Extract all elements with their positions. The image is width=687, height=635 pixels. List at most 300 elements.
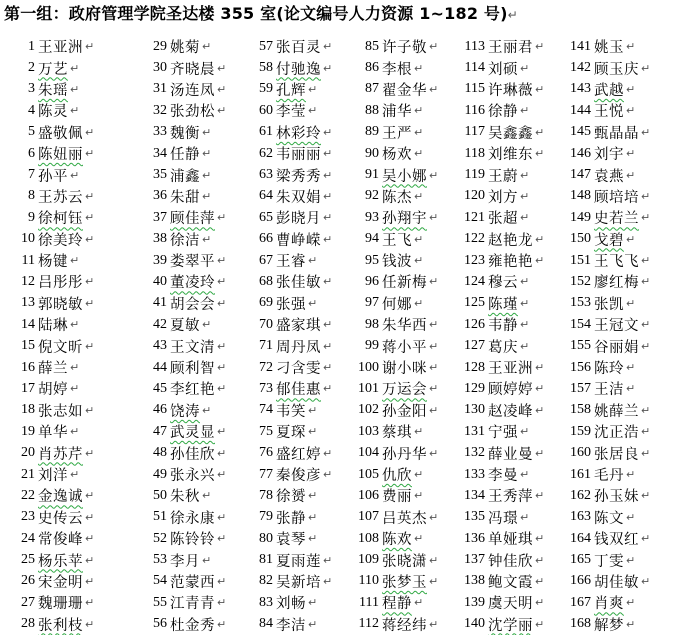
list-item — [0, 122, 126, 143]
list-item — [550, 592, 656, 613]
paragraph-mark-icon: ↵ — [217, 510, 227, 524]
paragraph-mark-icon: ↵ — [85, 617, 95, 631]
paragraph-mark-icon: ↵ — [217, 82, 227, 96]
entry-name: 刁含雯 — [276, 361, 321, 378]
list-item — [0, 507, 126, 528]
list-item — [444, 442, 550, 463]
entry-name: 李红艳 — [170, 382, 215, 399]
entry-name: 张利枝 — [38, 617, 83, 634]
entry-number: 74 — [259, 402, 273, 418]
list-item — [444, 79, 550, 100]
list-item — [338, 229, 444, 250]
paragraph-mark-icon: ↵ — [85, 147, 95, 161]
entry-number: 7 — [28, 167, 35, 183]
paragraph-mark-icon: ↵ — [520, 318, 530, 332]
entry-name: 任静 — [170, 147, 200, 164]
list-item — [338, 378, 444, 399]
entry-name: 单华 — [38, 425, 68, 442]
paragraph-mark-icon: ↵ — [626, 296, 636, 310]
list-item — [126, 442, 232, 463]
entry-name: 甄晶晶 — [594, 125, 639, 142]
paragraph-mark-icon: ↵ — [202, 489, 212, 503]
entry-number: 111 — [359, 594, 379, 610]
paragraph-mark-icon: ↵ — [85, 232, 95, 246]
entry-number: 108 — [358, 530, 379, 546]
paragraph-mark-icon: ↵ — [429, 318, 439, 332]
entry-number: 83 — [259, 594, 273, 610]
page-title — [4, 2, 518, 27]
entry-number: 164 — [570, 530, 591, 546]
paragraph-mark-icon: ↵ — [641, 61, 651, 75]
entry-name: 江青青 — [170, 596, 215, 613]
entry-number: 123 — [464, 252, 485, 268]
entry-number: 126 — [464, 316, 485, 332]
entry-number: 121 — [464, 209, 485, 225]
entry-number: 28 — [21, 616, 35, 632]
entry-name: 王严 — [382, 125, 412, 142]
paragraph-mark-icon: ↵ — [535, 382, 545, 396]
list-item — [232, 186, 338, 207]
entry-number: 84 — [259, 616, 273, 632]
paragraph-mark-icon: ↵ — [202, 168, 212, 182]
list-item — [126, 614, 232, 635]
entry-name: 林彩玲 — [276, 125, 321, 142]
entry-number: 165 — [570, 552, 591, 568]
entry-number: 158 — [570, 402, 591, 418]
entry-number: 81 — [259, 552, 273, 568]
entry-number: 104 — [358, 445, 379, 461]
list-item — [126, 122, 232, 143]
entry-name: 费丽 — [382, 489, 412, 506]
entry-name: 王丽君 — [488, 40, 533, 57]
list-item — [444, 421, 550, 442]
entry-number: 134 — [464, 487, 485, 503]
title-text: 第一组：政府管理学院圣达楼 355 室(论文编号人力资源 1~182 号) — [4, 4, 508, 23]
entry-name: 朱秋 — [170, 489, 200, 506]
entry-number: 57 — [259, 38, 273, 54]
paragraph-mark-icon: ↵ — [626, 468, 636, 481]
entry-name: 朱甜 — [170, 189, 200, 206]
list-item — [550, 421, 656, 442]
paragraph-mark-icon: ↵ — [429, 446, 439, 460]
entry-number: 151 — [570, 252, 591, 268]
entry-number: 91 — [365, 167, 379, 183]
entry-number: 120 — [464, 188, 485, 204]
list-item — [232, 57, 338, 78]
list-item — [444, 164, 550, 185]
list-item — [232, 421, 338, 442]
paragraph-mark-icon: ↵ — [414, 254, 424, 268]
entry-name: 王悦 — [594, 104, 624, 121]
entry-name: 夏敏 — [170, 318, 200, 335]
paragraph-mark-icon: ↵ — [323, 232, 333, 246]
paragraph-mark-icon: ↵ — [414, 596, 424, 610]
entry-number: 161 — [570, 466, 591, 482]
entry-number: 19 — [21, 423, 35, 439]
list-item — [0, 271, 126, 292]
entry-number: 147 — [570, 167, 591, 183]
entry-name: 刘硕 — [488, 61, 518, 78]
list-item — [0, 335, 126, 356]
entry-number: 73 — [259, 380, 273, 396]
entry-name: 梁秀秀 — [276, 168, 321, 185]
entry-number: 43 — [153, 338, 167, 354]
paragraph-mark-icon: ↵ — [85, 489, 95, 503]
paragraph-mark-icon: ↵ — [217, 296, 227, 310]
paragraph-mark-icon: ↵ — [323, 382, 333, 396]
paragraph-mark-icon: ↵ — [520, 425, 530, 439]
entry-name: 徐静 — [488, 104, 518, 121]
list-item — [550, 143, 656, 164]
list-item — [232, 400, 338, 421]
entry-number: 92 — [365, 188, 379, 204]
entry-number: 3 — [28, 81, 35, 97]
list-item — [444, 357, 550, 378]
entry-name: 史若兰 — [594, 211, 639, 228]
entry-name: 顾利智 — [170, 361, 215, 378]
entry-number: 52 — [153, 530, 167, 546]
list-item — [550, 36, 656, 57]
paragraph-mark-icon: ↵ — [323, 275, 333, 289]
paragraph-mark-icon: ↵ — [626, 510, 636, 524]
entry-name: 袁燕 — [594, 168, 624, 185]
entry-name: 盛红婷 — [276, 446, 321, 463]
entry-name: 夏雨莲 — [276, 553, 321, 570]
entry-number: 112 — [358, 616, 379, 632]
list-item — [550, 229, 656, 250]
entry-number: 142 — [570, 60, 591, 76]
entry-name: 谢小咪 — [382, 361, 427, 378]
entry-name: 盛敬佩 — [38, 125, 83, 142]
entry-name: 陆琳 — [38, 318, 68, 335]
entry-name: 秦俊彦 — [276, 468, 321, 484]
entry-number: 51 — [153, 509, 167, 525]
entry-number: 132 — [464, 445, 485, 461]
list-item — [232, 79, 338, 100]
entry-number: 153 — [570, 295, 591, 311]
entry-name: 薛兰 — [38, 361, 68, 378]
entry-name: 杨欢 — [382, 147, 412, 164]
list-item — [126, 143, 232, 164]
entry-number: 149 — [570, 209, 591, 225]
name-column — [444, 36, 550, 635]
list-item — [444, 614, 550, 635]
paragraph-mark-icon: ↵ — [626, 40, 636, 54]
entry-name: 葛庆 — [488, 339, 518, 356]
paragraph-mark-icon: ↵ — [535, 125, 545, 139]
list-item — [338, 592, 444, 613]
list-item — [550, 57, 656, 78]
list-item — [126, 400, 232, 421]
list-item — [444, 57, 550, 78]
entry-number: 22 — [21, 487, 35, 503]
entry-name: 王亚洲 — [488, 361, 533, 378]
entry-number: 65 — [259, 209, 273, 225]
entry-number: 61 — [259, 124, 273, 140]
paragraph-mark-icon: ↵ — [70, 168, 80, 182]
paragraph-mark-icon: ↵ — [626, 82, 636, 96]
list-item — [232, 314, 338, 335]
entry-name: 陈瑾 — [488, 296, 518, 313]
entry-name: 谷丽娟 — [594, 339, 639, 356]
list-item — [338, 100, 444, 121]
entry-number: 20 — [21, 445, 35, 461]
paragraph-mark-icon: ↵ — [202, 232, 212, 246]
list-item — [444, 100, 550, 121]
entry-name: 娄翠平 — [170, 254, 215, 271]
entry-name: 虞天明 — [488, 596, 533, 613]
list-item — [0, 143, 126, 164]
paragraph-mark-icon: ↵ — [323, 125, 333, 139]
entry-number: 162 — [570, 487, 591, 503]
paragraph-mark-icon: ↵ — [535, 596, 545, 610]
paragraph-mark-icon: ↵ — [414, 425, 424, 439]
name-column — [126, 36, 232, 635]
paragraph-mark-icon: ↵ — [308, 82, 318, 96]
paragraph-mark-icon: ↵ — [217, 61, 227, 75]
entry-name: 蒋小平 — [382, 339, 427, 356]
entry-name: 张佳敏 — [276, 275, 321, 292]
entry-number: 148 — [570, 188, 591, 204]
entry-name: 王蔚 — [488, 168, 518, 185]
list-item — [126, 186, 232, 207]
entry-number: 78 — [259, 487, 273, 503]
entry-number: 62 — [259, 145, 273, 161]
entry-number: 68 — [259, 273, 273, 289]
paragraph-mark-icon: ↵ — [70, 468, 80, 481]
entry-number: 50 — [153, 487, 167, 503]
paragraph-mark-icon: ↵ — [85, 446, 95, 460]
list-item — [550, 614, 656, 635]
list-item — [0, 293, 126, 314]
paragraph-mark-icon: ↵ — [217, 425, 227, 439]
entry-number: 155 — [570, 338, 591, 354]
entry-name: 张百灵 — [276, 40, 321, 57]
paragraph-mark-icon: ↵ — [626, 232, 636, 246]
list-item — [126, 464, 232, 485]
entry-number: 163 — [570, 509, 591, 525]
entry-name: 毛丹 — [594, 468, 624, 484]
list-item — [126, 421, 232, 442]
paragraph-mark-icon: ↵ — [70, 104, 80, 118]
entry-number: 96 — [365, 273, 379, 289]
paragraph-mark-icon: ↵ — [414, 489, 424, 503]
list-item — [126, 335, 232, 356]
entry-name: 解梦 — [594, 617, 624, 634]
entry-name: 蒋经纬 — [382, 617, 427, 634]
entry-name: 史传云 — [38, 510, 83, 527]
list-item — [444, 400, 550, 421]
paragraph-mark-icon: ↵ — [414, 468, 424, 481]
entry-number: 143 — [570, 81, 591, 97]
list-item — [550, 100, 656, 121]
list-item — [232, 378, 338, 399]
paragraph-mark-icon: ↵ — [641, 574, 651, 588]
paragraph-mark-icon: ↵ — [535, 574, 545, 588]
list-item — [0, 186, 126, 207]
entry-number: 40 — [153, 273, 167, 289]
paragraph-mark-icon: ↵ — [85, 40, 95, 54]
paragraph-mark-icon: ↵ — [429, 40, 439, 54]
list-item — [126, 571, 232, 592]
entry-name: 夏琛 — [276, 425, 306, 442]
entry-number: 102 — [358, 402, 379, 418]
list-item — [444, 207, 550, 228]
paragraph-mark-icon: ↵ — [323, 318, 333, 332]
paragraph-mark-icon: ↵ — [217, 617, 227, 631]
entry-name: 单娅琪 — [488, 532, 533, 549]
paragraph-mark-icon: ↵ — [202, 189, 212, 203]
list-item — [232, 271, 338, 292]
list-item — [444, 143, 550, 164]
entry-name: 陈欢 — [382, 532, 412, 549]
list-item — [338, 507, 444, 528]
entry-number: 44 — [153, 359, 167, 375]
entry-number: 6 — [28, 145, 35, 161]
paragraph-mark-icon: ↵ — [85, 574, 95, 588]
entry-number: 98 — [365, 316, 379, 332]
entry-number: 71 — [259, 338, 273, 354]
entry-name: 韦丽丽 — [276, 147, 321, 164]
entry-number: 105 — [358, 466, 379, 482]
entry-number: 130 — [464, 402, 485, 418]
list-item — [550, 528, 656, 549]
paragraph-mark-icon: ↵ — [308, 296, 318, 310]
paragraph-mark-icon: ↵ — [535, 40, 545, 54]
entry-name: 许琳薇 — [488, 82, 533, 99]
list-item — [338, 400, 444, 421]
entry-name: 王亚洲 — [38, 40, 83, 57]
entry-number: 118 — [464, 145, 485, 161]
paragraph-mark-icon: ↵ — [414, 125, 424, 139]
list-item — [232, 293, 338, 314]
list-item — [550, 464, 656, 485]
paragraph-mark-icon: ↵ — [323, 40, 333, 54]
list-item — [444, 378, 550, 399]
paragraph-mark-icon: ↵ — [323, 553, 333, 567]
paragraph-mark-icon: ↵ — [217, 211, 227, 225]
entry-name: 鲍文霞 — [488, 574, 533, 591]
entry-number: 138 — [464, 573, 485, 589]
paragraph-mark-icon: ↵ — [202, 147, 212, 161]
list-item — [126, 378, 232, 399]
entry-name: 常俊峰 — [38, 532, 83, 549]
entry-name: 韦笑 — [276, 403, 306, 420]
paragraph-mark-icon: ↵ — [217, 574, 227, 588]
paragraph-mark-icon: ↵ — [323, 468, 333, 481]
list-item — [232, 614, 338, 635]
entry-number: 66 — [259, 231, 273, 247]
list-item — [0, 592, 126, 613]
entry-number: 56 — [153, 616, 167, 632]
list-item — [444, 549, 550, 570]
list-item — [338, 143, 444, 164]
entry-number: 9 — [28, 209, 35, 225]
entry-number: 38 — [153, 231, 167, 247]
entry-name: 曹峥嵘 — [276, 232, 321, 249]
entry-name: 吴鑫鑫 — [488, 125, 533, 142]
list-item — [550, 485, 656, 506]
paragraph-mark-icon: ↵ — [202, 125, 212, 139]
list-item — [126, 549, 232, 570]
list-item — [0, 314, 126, 335]
entry-name: 张静 — [276, 510, 306, 527]
list-item — [338, 485, 444, 506]
entry-number: 106 — [358, 487, 379, 503]
entry-number: 29 — [153, 38, 167, 54]
paragraph-mark-icon: ↵ — [217, 382, 227, 396]
paragraph-mark-icon: ↵ — [641, 125, 651, 139]
entry-name: 徐柯钰 — [38, 211, 83, 228]
paragraph-mark-icon: ↵ — [217, 446, 227, 460]
list-item — [0, 229, 126, 250]
list-item — [0, 400, 126, 421]
list-item — [444, 229, 550, 250]
paragraph-mark-icon: ↵ — [641, 254, 651, 268]
paragraph-mark-icon: ↵ — [308, 425, 318, 439]
paragraph-mark-icon: ↵ — [520, 211, 530, 225]
entry-name: 倪文昕 — [38, 339, 83, 356]
entry-number: 13 — [21, 295, 35, 311]
entry-number: 64 — [259, 188, 273, 204]
entry-number: 5 — [28, 124, 35, 140]
paragraph-mark-icon: ↵ — [520, 468, 530, 481]
paragraph-mark-icon: ↵ — [429, 510, 439, 524]
entry-number: 156 — [570, 359, 591, 375]
entry-number: 4 — [28, 102, 35, 118]
paragraph-mark-icon: ↵ — [429, 617, 439, 631]
entry-number: 15 — [21, 338, 35, 354]
paragraph-mark-icon: ↵ — [626, 617, 636, 631]
list-item — [126, 79, 232, 100]
entry-name: 朱瑶 — [38, 82, 68, 99]
paragraph-mark-icon: ↵ — [429, 82, 439, 96]
paragraph-mark-icon: ↵ — [520, 61, 530, 75]
list-item — [444, 485, 550, 506]
paragraph-mark-icon: ↵ — [323, 339, 333, 353]
entry-name: 胡会会 — [170, 296, 215, 313]
entry-number: 75 — [259, 423, 273, 439]
entry-name: 武越 — [594, 82, 624, 99]
entry-name: 饶涛 — [170, 403, 200, 420]
entry-name: 万艺 — [38, 61, 68, 78]
list-item — [444, 335, 550, 356]
paragraph-mark-icon: ↵ — [85, 275, 95, 289]
list-item — [444, 464, 550, 485]
name-column — [232, 36, 338, 635]
paragraph-mark-icon: ↵ — [70, 318, 80, 332]
paragraph-mark-icon: ↵ — [202, 318, 212, 332]
paragraph-mark-icon: ↵ — [641, 532, 651, 546]
paragraph-mark-icon: ↵ — [85, 510, 95, 524]
entry-number: 41 — [153, 295, 167, 311]
entry-name: 程静 — [382, 596, 412, 613]
entry-name: 袁琴 — [276, 532, 306, 549]
list-item — [0, 357, 126, 378]
paragraph-mark-icon: ↵ — [323, 147, 333, 161]
entry-name: 董凌玲 — [170, 275, 215, 292]
list-item — [0, 571, 126, 592]
entry-number: 136 — [464, 530, 485, 546]
paragraph-mark-icon: ↵ — [626, 596, 636, 610]
list-item — [550, 378, 656, 399]
entry-number: 2 — [28, 60, 35, 76]
list-item — [338, 164, 444, 185]
paragraph-mark-icon: ↵ — [85, 596, 95, 610]
entry-name: 姚玉 — [594, 40, 624, 57]
list-item — [338, 250, 444, 271]
entry-name: 魏珊珊 — [38, 596, 83, 613]
